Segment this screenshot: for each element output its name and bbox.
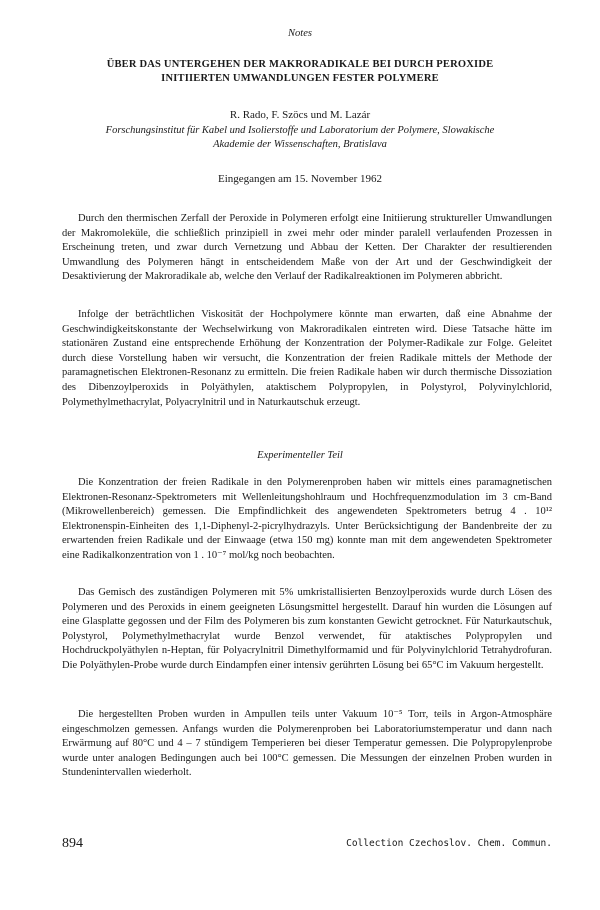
paragraph-experimental-1: Die Konzentration der freien Radikale in den Polymerenproben haben wir mittels eines paramagnetischen Elektronen-Resonanz-Spektrometers mit Wellenleitungshohlraum und Hochfrequenzmodulation im 3 cm-Band (Mikrowellenbereich) gemessen. Die Empfindlichkeit des angewendeten Spektrometers betrug 4 . 10¹² Elektronenspin-Einheiten des 1,1-Diphenyl-2-picrylhydrazyls. Unter Berücksichtigung der Bandenbreite der zu erwartenden freien Radikale und der Einwaage (etwa 150 mg) konnte man mit dem angewendeten Spektrometer eine Radikalkonzentration von 1 . 10⁻⁷ mol/kg noch beobachten.	[62, 477, 552, 561]
affiliation	[60, 124, 540, 152]
paragraph-experimental-2: Das Gemisch des zuständigen Polymeren mit 5% umkristallisierten Benzoylperoxids wurde durch Lösen des Polymeren und des Peroxids in einem geeigneten Lösungsmittel hergestellt. Darauf hin wurden die Lösungen auf eine Glasplatte gegossen und der Film des Polymeren bis zum konstanten Gewicht getrocknet. Für Naturkautschuk, Polystyrol, Polymethylmethacrylat wurde Benzol verwendet, für ataktisches Polypropylen und Hochdruckpolyäthylen n-Heptan, für Polyacrylnitril Dimethylformamid und für Polyvinylchlorid Tetrahydrofuran. Die Polyäthylen-Probe wurde durch Eindampfen einer intensiv gerührten Lösung bei 65°C im Vakuum hergestellt.	[62, 587, 552, 671]
page-number: 894	[62, 836, 83, 851]
article-title	[60, 58, 540, 86]
authors: R. Rado, F. Szöcs und M. Lazár	[229, 109, 371, 121]
received-date: Eingegangen am 15. November 1962	[217, 173, 383, 185]
affiliation-line-1: Forschungsinstitut für Kabel und Isolierstoffe und Laboratorium der Polymere, Slowakische	[105, 125, 495, 136]
article-title-line-2: INITIIERTEN UMWANDLUNGEN FESTER POLYMERE	[161, 73, 439, 84]
affiliation-line-2: Akademie der Wissenschaften, Bratislava	[213, 139, 387, 150]
paragraph-experimental-3: Die hergestellten Proben wurden in Ampullen teils unter Vakuum 10⁻⁵ Torr, teils in Argon-Atmosphäre eingeschmolzen gemessen. Anfangs wurden die Polymerenproben bei Laboratoriumstemperatur und dann nach Erwärmung auf 80°C und 4 – 7 stündigem Temperieren bei dieser Temperatur gemessen. Die Polypropylenprobe wurde unter analogen Bedingungen auch bei 100°C gemessen. Die Messungen der einzelnen Proben wurden in Stundenintervallen wiederholt.	[62, 709, 552, 779]
section-label: Notes	[288, 28, 312, 39]
section-heading: Experimenteller Teil	[257, 450, 343, 461]
article-title-line-1: ÜBER DAS UNTERGEHEN DER MAKRORADIKALE BEI DURCH PEROXIDE	[106, 59, 494, 70]
paragraph-intro-2: Infolge der beträchtlichen Viskosität der Hochpolymere könnte man erwarten, daß eine Abnahme der Geschwindigkeitskonstante der Wechselwirkung von Makroradikalen eintreten wird. Diese Tatsache hätte im stationären Zustand eine entsprechende Erhöhung der Konzentration der Polymer-Radikale zur Folge. Geleitet durch diese Vorstellung haben wir versucht, die Konzentration der freien Radikale mittels der Methode der paramagnetischen Elektronen-Resonanz zu ermitteln. Die freien Radikale haben wir durch thermische Dissoziation des Dibenzoylperoxids in Polyäthylen, ataktischem Polypropylen, in Polystyrol, Polyvinylchlorid, Polymethylmethacrylat, Polyacrylnitril und in Naturkautschuk erzeugt.	[62, 309, 552, 408]
paragraph-intro-1: Durch den thermischen Zerfall der Peroxide in Polymeren erfolgt eine Initiierung struktureller Umwandlungen der Makromoleküle, die schließlich prinzipiell in zwei mehr oder minder paralell verlaufenden Prozessen in Erscheinung treten, und zwar durch Vernetzung und Abbau der Ketten. Der Charakter der resultierenden Umwandlung des Polymeren hängt in entscheidendem Maße von der Art und der Geschwindigkeit der Desaktivierung der Makroradikale ab, welche den Verlauf der Radikalreaktionen im Polymeren abbricht.	[62, 213, 552, 283]
journal-name: Collection Czechoslov. Chem. Commun.	[346, 838, 552, 849]
